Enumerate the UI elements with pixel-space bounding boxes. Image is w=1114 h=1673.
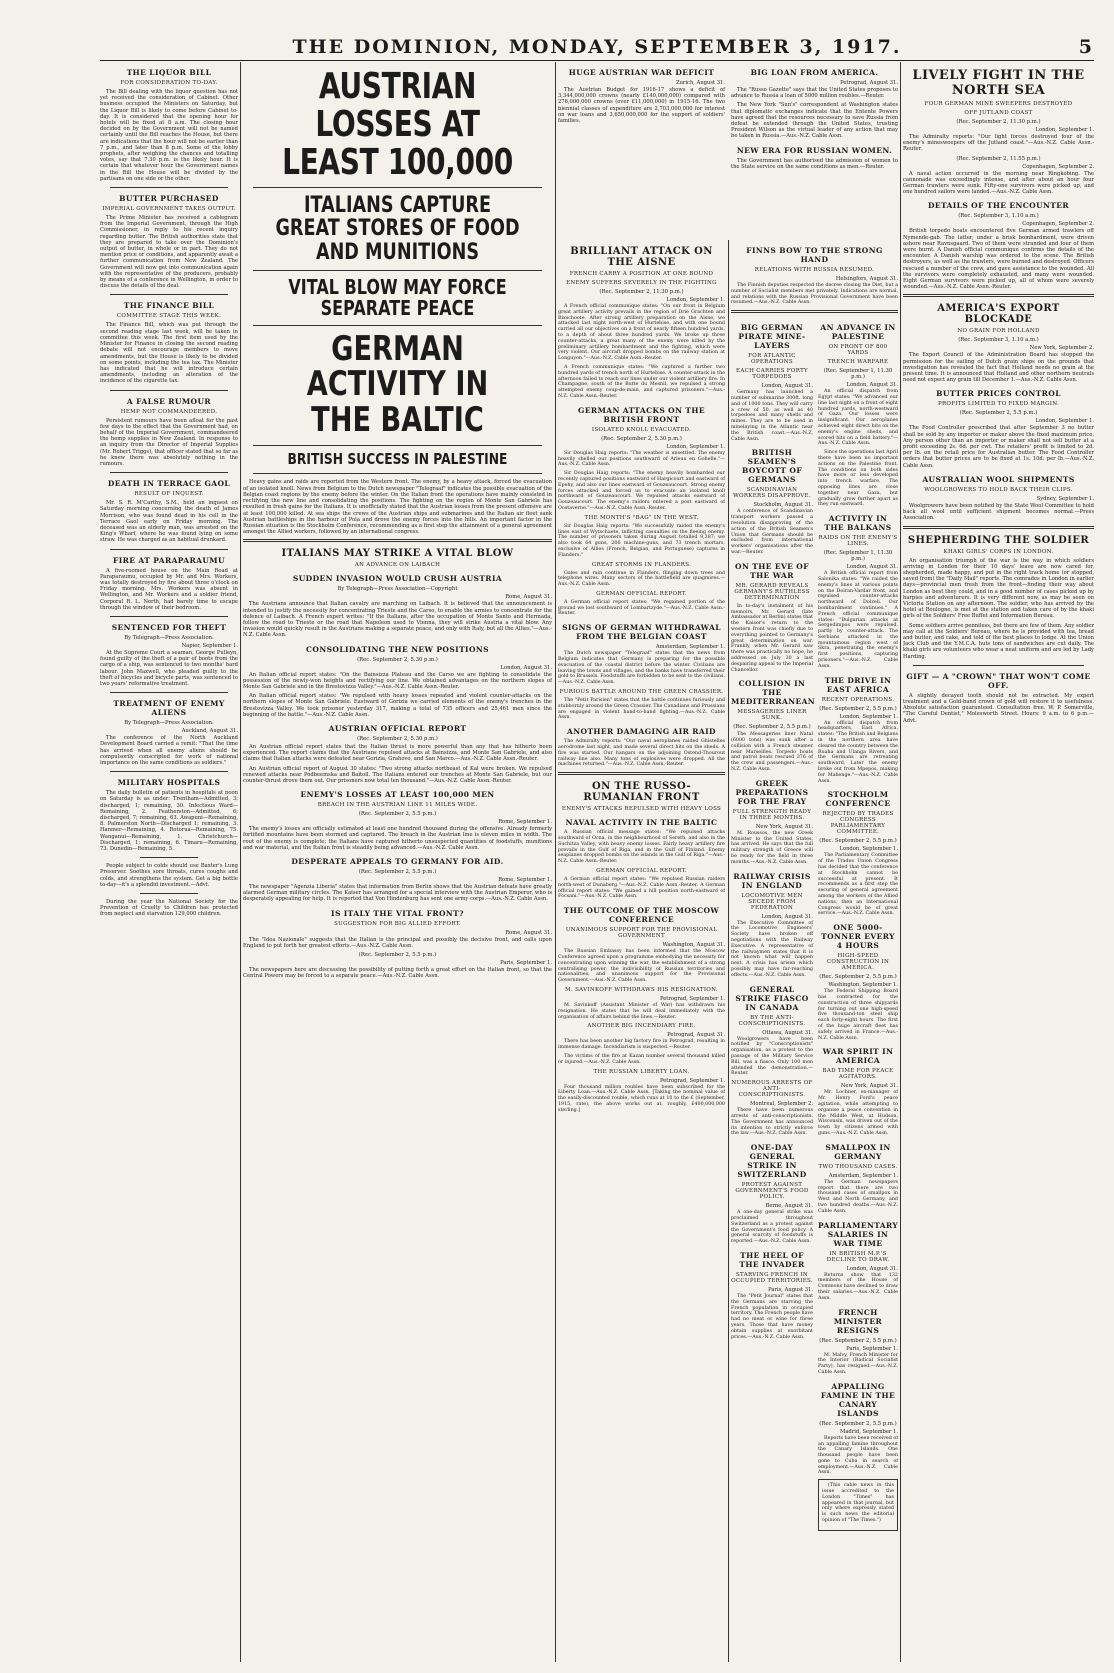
canada-headline: GENERAL STRIKE FIASCO IN CANADA bbox=[735, 984, 809, 1012]
war-spirit-text: Mr. Lochner, ex-manager of Mr. Henry Ford's peace agitation, while attempting to organise a peace convention in the Middle West, at Hudson, Wisconsin, was driven out of the town by citizens armed with guns.—Aus.-N.Z. Cable Assn. bbox=[818, 1090, 898, 1136]
crown-ad-text: A slightly decayed tooth should not be extracted. My expert treatment and a Gold-band crown of gold will restore it to usefulness. Absolute satisfaction guaranteed. Consultation free. W. P. Somerville, "The Careful Dentist," Molesworth Street. Hours: 9 a.m. to 6 p.m.—Advt. bbox=[903, 692, 1094, 724]
shipbuilding-dateline: Washington, September 1. bbox=[828, 982, 898, 989]
encounter-received: (Rec. September 3, 1.10 a.m.) bbox=[958, 213, 1039, 220]
east-africa-subhead: RECENT OPERATIONS. bbox=[821, 696, 895, 703]
divider bbox=[110, 692, 228, 693]
knoll-received: (Rec. September 2, 5.30 p.m.) bbox=[601, 435, 682, 442]
austrian-report-text-2: An Austrian official report of August 30 states: "Two strong attacks northeast of Kal were broken. We repulsed renewed attacks near Podbeemska and Baitoll. The Italians entered our trenches at Monte San Gabriele, but our counter-thrust drove them out. Our prisoners now total ten thousand."—Aus.-N.Z. Cable Assn.-Reuter. bbox=[243, 765, 552, 784]
german-report-text: A German official report states: "We regained portion of the ground we lost southward of Lombartzyde."—Aus.-N.Z. Cable Assn.-Reuter. bbox=[558, 599, 725, 617]
divider bbox=[913, 665, 1084, 666]
war-spirit-dateline: New York, August 31. bbox=[840, 1083, 898, 1090]
mine-layers-subhead: FOR ATLANTIC OPERATIONS bbox=[748, 353, 796, 366]
aliens-headline: TREATMENT OF ENEMY ALIENS bbox=[113, 699, 225, 718]
north-sea-dateline-2: Copenhagen, September 2. bbox=[1022, 163, 1094, 170]
butter-control-text: The Food Controller prescribed that after September 3 no butter shall be sold by any importer or maker above the fixed maximum price. Any person other than an importer or maker shall not sell butter at a profit exceeding 2s. 6d. per cwt. The retailers' profit is limited to 2d. per lb. on the retail price for Australian butter. The Food Controller orders that butter prices are to be fixed at 1s. 10d. per lb.—Aus.-N.Z. Cable Assn. bbox=[903, 425, 1094, 469]
divider bbox=[110, 771, 228, 772]
bag-text: Sir Douglas Haig reports: "We successfully raided the enemy's lines east of Wytschaete, inflicting casualties on the fleeing enemy. The number of prisoners taken during August totalled 9,387; we also took 64 guns, 206 machine-guns, and 73 trench mortars, exclusive of Allies (French, Belgian, and Portuguese) captures in Flanders." bbox=[558, 523, 725, 558]
greek-text: M. Roussos, the new Greek Minister to the United States, has arrived. He says that the full military strength of Greece will be ready for the field in three months.—Aus.-N.Z. Cable Assn. bbox=[731, 830, 813, 865]
column-4 bbox=[903, 62, 1094, 1662]
french-minister-text: M. Malvy, French Minister for the Interior (Radical Socialist Party), has resigned.—Aus.-N.Z. Cable Assn. bbox=[818, 1352, 898, 1375]
consolidating-text-2: An Italian official report states: "We repulsed with heavy losses repeated and violent counter-attacks on the northern slopes of Monte San Gabriele. Eastward of Gorizia we carried elements of the enemy's trenches in the Brestovizza Valley. We took prisoner yesterday 317, making a total of 735 officers and 25,461 men since the beginning of the battle."—Aus.-N.Z. Cable Assn. bbox=[243, 693, 552, 718]
knoll-text-2: Sir Douglas Haig reports: "The enemy heavily bombarded our recently captured positions eastward of Hargicourt and eastward of Epehy, and also our lines eastward of Gouzeaucourt. Strong enemy forces attacked and forced us to evacuate an isolated knoll northward of Gouzeaucourt. We repulsed attacks eastward of Gouzeaucourt. The enemy's raiders entered a post eastward of Oostaverne."—Aus.-N.Z. Cable Assn.-Reuter. bbox=[558, 471, 725, 511]
encounter-text: British torpedo boats encountered five German armed trawlers off Nymende-gab. The latter, under a brisk bombardment, were driven ashore near Ravnsgaard. Two of them were stranded and four of them were burnt. A Danish official communique confirms the details of the encounter. A Danish warship was ordered to the scene. The British destroyers, as well as the trawlers, were burned and destroyed. Officers rescued a number of the crew, and gave assistance to the wounded. All the survivors were completely exhausted, and many were wounded. Eight German survivors were picked up, all of whom were severely wounded.—Aus.-N.Z. Cable Assn.-Reuter. bbox=[903, 228, 1094, 291]
palestine-advance-dateline: London, August 31. bbox=[846, 382, 898, 389]
east-africa-received: (Rec. September 2, 5.5 p.m.) bbox=[819, 705, 897, 712]
knoll-dateline: London, September 1. bbox=[666, 443, 725, 450]
aliens-byline: By Telegraph—Press Association. bbox=[124, 720, 214, 727]
cable-note-box bbox=[818, 1479, 898, 1531]
russian-women-text: The Government has authorised the admission of women to the State service on the same conditions as men.—Reuter. bbox=[731, 157, 898, 170]
crown-ad-headline: GIFT — A "CROWN" THAT WON'T COME OFF. bbox=[906, 671, 1091, 690]
america-loan-text: The "Russo Gazette" says that the United States proposes to advance to Russia a loan of 5000 million roubles.—Reuter. bbox=[731, 87, 898, 100]
wool-dateline: Sydney, September 1. bbox=[1036, 495, 1094, 502]
deficit-text: The Austrian Budget for 1916-17 shows a deficit of 3,344,000,000 crowns (nearly £140,000,000) compared with 276,000,000 crowns (over £11,000,000) in 1915-16. The two biennial classes of expenditure are 2,703,000,000 for interest on war loans and 3,650,000,000 for the support of soldiers' families. bbox=[558, 87, 725, 125]
eve-of-war-subhead: MR. GERARD REVEALS GERMANY'S RUTHLESS DETERMINATION bbox=[734, 582, 810, 601]
savinkoff-text: M. Savinkoff (Assistant Minister of War) has withdrawn his resignation. He states that he will deal immediately with the organisation of affairs behind the lines.—Reuter. bbox=[558, 1002, 725, 1020]
export-blockade-headline: AMERICA'S EXPORT BLOCKADE bbox=[937, 303, 1060, 326]
butter-control-dateline: London, September 1. bbox=[1035, 418, 1094, 425]
north-sea-dateline: London, September 1. bbox=[1035, 127, 1094, 133]
eve-of-war-text: In to-day's instalment of his memoirs, Mr. Gerard (late Ambassador at Berlin) states that the Kaiser's return to the western front was chiefly due to everything pointed to Germany's great determination on war. Frankly, when Mr. Gerard saw there was practically no hope, he addressed on July 30 a last despairing appeal to the Imperial Chancellor. bbox=[731, 603, 813, 673]
mine-layers-headline: BIG GERMAN PIRATE MINE-LAYERS bbox=[738, 323, 806, 351]
famine-text: Reports have been received of an appalling famine throughout the Canary Islands. One thousand people have been gone to Cuba in search of employment.—Aus.-N.Z. Cable Assn. bbox=[818, 1435, 898, 1476]
collision-subhead: MESSAGERIES LINER SUNK. bbox=[737, 709, 807, 722]
finns-headline: FINNS BOW TO THE STRONG HAND bbox=[746, 246, 883, 264]
german-report-2-subhead: GERMAN OFFICIAL REPORT. bbox=[596, 868, 687, 875]
divider bbox=[110, 616, 228, 617]
soldier-text-2: Some soldiers arrive penniless, but there are few of them. Any soldier may call at the Soldiers' Bureau, where he is provided with tea, bread and butter, and cake, and told of the best places to lodge. At the Union Jack Club and the Y.M.C.A. huts tons of sandwiches are cut daily. The khaki girls are volunteers who wear a neat uniform and are led by Lady Harding. bbox=[903, 622, 1094, 660]
divider bbox=[140, 857, 198, 858]
liquor-bill-headline: THE LIQUOR BILL bbox=[126, 68, 212, 77]
tertiary-headline: VITAL BLOW MAY FORCE SEPARATE PEACE bbox=[288, 274, 507, 320]
false-rumour-text: Persistent rumours have been afloat for the past few days to the effect that the Government had, on behalf of the Imperial Government, commandeered the hemp supplies in New Zealand. In response to an inquiry from the Director of Imperial Supplies (Mr. Robert Triggs), that officer stated that so far as he knew there was absolutely nothing in the rumours. bbox=[100, 417, 238, 467]
butter-purchased-subhead: IMPERIAL GOVERNMENT TAKES OUTPUT. bbox=[102, 206, 236, 213]
false-rumour-headline: A FALSE RUMOUR bbox=[126, 396, 212, 406]
railway-headline: RAILWAY CRISIS IN ENGLAND bbox=[733, 871, 811, 890]
moscow-text: The Russian Embassy has been informed that the Moscow Conference agreed upon a programme embodying the necessity for concentrating upon winning the war, the establishment of a strong centralising power, the indivisibility of Russian territories and nationalities, and unanimous support for the Provisional Government.—Aus.-N.Z. Cable Assn. bbox=[558, 949, 725, 984]
greek-dateline: New York, August 31. bbox=[755, 823, 813, 830]
balkans-text: A British official report from Salonika states: "We raided the enemy's lines at various points on the Doiran-Vardar front, and repulsed counter-attacks northward of Dolzeli. Our bombardment continues." A French official communique states: "Bulgarian attacks at Sergedimpos were repulsed, partly by counter-attack. The Serbians attacked in the mountainous region west of Skra, penetrating the enemy's first positions, capturing prisoners."—Aus.-N.Z. Cable Assn. bbox=[818, 571, 898, 669]
swiss-strike-headline: ONE-DAY GENERAL STRIKE IN SWITZERLAND bbox=[737, 1143, 807, 1180]
collision-headline: COLLISION IN THE MEDITERRANEAN bbox=[731, 679, 816, 707]
advertisement-text: People subject to colds should use Baxter's Lung Preserver. Soothes sore throats, cures coughs and colds, and strengthens the system. Get a big bottle to-day—it's a splendid investment.—Advt. bbox=[100, 863, 238, 888]
east-africa-dateline: London, September 1. bbox=[839, 713, 898, 720]
canada-subhead: BY THE ANTI-CONSCRIPTIONISTS. bbox=[738, 1014, 806, 1027]
fire-headline: FIRE AT PARAPARAUMU bbox=[113, 555, 225, 565]
column-3-left-top bbox=[558, 62, 725, 127]
crassier-text: The "Petit Parisien" states that the battle continues furiously and stubbornly around the Green Crassier. The Canadians and Prussians are engaged in violent hand-to-hand fighting.—Aus.-N.Z. Cable Assn. bbox=[558, 698, 725, 721]
north-sea-received: (Rec. September 2, 11.30 p.m.) bbox=[956, 119, 1041, 125]
balkans-headline: ACTIVITY IN THE BALKANS bbox=[824, 514, 892, 533]
finance-bill-headline: THE FINANCE BILL bbox=[123, 301, 215, 311]
column-3-right-top bbox=[731, 62, 898, 173]
liquor-bill-subhead: FOR CONSIDERATION TO-DAY. bbox=[120, 80, 218, 86]
italians-byline: By Telegraph—Press Association—Copyright bbox=[337, 586, 458, 593]
famine-received: (Rec. September 2, 5.5 p.m.) bbox=[819, 1420, 897, 1427]
butter-purchased-text: The Prime Minister has received a cablegram from the Imperial Government, through the High Commissioner, in reply to his recent inquiry regarding butter. The British authorities state that they are prepared to take over the Dominion's output of butter, in whole or in part. They do not mention price or conditions, and apparently await a further communication from New Zealand. The Government will now get into communication again with the representative of the producers, probably by means of a conference in Wellington, in order to discuss the details of the deal. bbox=[100, 215, 238, 290]
russo-rumanian-text: A Russian official message states: "We repulsed attacks southward of Ocna, in the neighbourhood of Sereth, and also in the Suchitza Valley, with heavy enemy losses. Fairly heavy artillery fire prevails in the Gulf of Riga, and in the Gulf of Finland. Enemy seaplanes dropped bombs on the islands in the Gulf of Riga."—Aus.-N.Z. Cable Assn.-Reuter. bbox=[558, 830, 725, 865]
salaries-subhead: IN BRITISH M.P.'S DECLINE TO DRAW. bbox=[826, 1250, 890, 1263]
collision-received: (Rec. September 2, 5.5 p.m.) bbox=[733, 724, 811, 731]
salaries-headline: PARLIAMENTARY SALARIES IN WAR TIME bbox=[818, 1220, 898, 1248]
column-rule bbox=[900, 62, 901, 1662]
smallpox-text: The German newspapers report that there are two thousand cases of smallpox in West and North Germany, and two hundred deaths.—Aus.-N.Z. Cable Assn. bbox=[818, 1179, 898, 1214]
mine-layers-subhead-2: EACH CARRIES FORTY TORPEDOES bbox=[736, 368, 808, 381]
soldier-headline: SHEPHERDING THE SOLDIER bbox=[907, 534, 1090, 546]
column-3-right-split bbox=[731, 317, 898, 1534]
russo-rumanian-headline: ON THE RUSSO-RUMANIAN FRONT bbox=[583, 781, 700, 804]
divider bbox=[903, 526, 1094, 529]
finns-text: The Finnish deputies respected the decree closing the Diet, but a number of Socialist members met privately. Indications are normal, and relations with the Russian Provisional Government have been resumed.—Aus.-N.Z. Cable Assn. bbox=[731, 283, 898, 306]
invader-text: The "Petit Journal" states that the Germans are starving the French population in occupied territory. The French people have had no meat or wine for three years. Those that have money obtain supplies at exorbitant prices.—Aus.-N.Z. Cable Assn. bbox=[731, 1293, 813, 1340]
divider bbox=[253, 187, 542, 188]
hospitals-headline: MILITARY HOSPITALS bbox=[117, 778, 221, 788]
palestine-advance-text: An official dispatch from Egypt states: "We advanced our line last night on a front of eight hundred yards, north-westward of Gaza. Our losses were insignificant. Our aeroplanes achieved eight direct hits on the enemy's engine sheds, and scored hits on a field battery."—Aus.-N.Z. Cable Assn. bbox=[818, 389, 898, 447]
divider bbox=[243, 539, 552, 542]
vital-front-dateline-2: Paris, September 1. bbox=[500, 960, 552, 966]
mine-layers-text: Germany has launched a number of submarine 300ft. long and of 1000 tons. They will carry a crew of 50, as well as 40 torpedoes and many shells and mines. They are to be used in minelaying in the Atlantic near the British coast.—Aus.-N.Z. Cable Assn. bbox=[731, 390, 813, 442]
swiss-strike-text: A one-day general strike was proclaimed throughout Switzerland as a protest against the Government's food policy. A general scarcity of foodstuffs is reported.—Aus.-N.Z. Cable Assn. bbox=[731, 1210, 813, 1245]
stockholm-subhead: REJECTED BY TRADES CONGRESS PARLIAMENTARY COMMITTEE. bbox=[822, 811, 894, 836]
italians-text: The Austrians announce that Italian cavalry are marching on Laibach. It is believed that the announcement is intended to justify the necessity for concentrating Trieste and the Carso, to enable the armies to concentrate for the defence of Laibach. A French expert writes: "If the Italians, after the occupation of Monte Santo and Hermada, follow the road to Trieste or the road that Napoleon used to Vienna, they will strike Austria a vital blow. Any invasion would quickly result in the Austrians making a separate peace, and only with Italy, but all the Allies."—Aus.-N.Z. Cable Assn. bbox=[243, 601, 552, 639]
column-rule bbox=[728, 240, 729, 1662]
moscow-dateline: Washington, August 31. bbox=[662, 942, 725, 949]
stockholm-dateline: London, September 1. bbox=[839, 846, 898, 853]
baltic-subhead: NAVAL ACTIVITY IN THE BALTIC bbox=[565, 818, 718, 828]
withdrawal-headline: SIGNS OF GERMAN WITHDRAWAL FROM THE BELGIAN COAST bbox=[562, 623, 721, 642]
appeals-dateline: Rome, September 1. bbox=[498, 876, 552, 883]
austrian-report-headline: AUSTRIAN OFFICIAL REPORT bbox=[328, 723, 467, 733]
column-3-right-b bbox=[818, 317, 898, 1534]
aisne-headline: BRILLIANT ATTACK ON THE AISNE bbox=[570, 246, 713, 268]
butter-control-headline: BUTTER PRICES CONTROL bbox=[936, 389, 1061, 399]
page-number: 5 bbox=[1078, 36, 1092, 58]
austrian-report-received: (Rec. September 2, 5.30 p.m.) bbox=[357, 735, 438, 742]
salaries-dateline: London, August 31. bbox=[846, 1265, 898, 1272]
finns-subhead: RELATIONS WITH RUSSIA RESUMED. bbox=[754, 267, 875, 273]
liberty-loan-dateline: Petrograd, September 1. bbox=[659, 1077, 725, 1084]
vital-front-received: (Rec. September 2, 5.5 p.m.) bbox=[358, 952, 437, 958]
savinkoff-dateline: Petrograd, September 1. bbox=[659, 995, 725, 1002]
austrian-report-text: An Austrian official report states that the Italian thrust is more powerful than any that has hitherto been experienced. The report claims that the Austrians repulsed attacks at Bainsizza, and Monte San Gabriele, and also claims that Italian attacks were defeated near Gorizia, Grahovo, and San Marco.—Aus.-N.Z. Cable Assn.-Reuter. bbox=[243, 743, 552, 763]
aisne-dateline: London, September 1. bbox=[666, 297, 725, 303]
soldier-text: An organisation triumph of the war is the way in which soldiers arriving in London for their 10 days' leave are now cared for, shepherded, made happy, and put in the right track home (or stopped, saved from) the "Daily Mail" reports. The comrades in London in earlier days—provincial men fresh from the front—finding their way about London as best they could, and in a good number of cases picked up by harpies and adventurers. It is very different now, as may be seen on Victoria Station on any afternoon. The soldier, who has arrived by the hotel at Boulogne, is met at the station and taken care of by the khaki girls of the Soldiers' Free Buffet and Information Bureau. bbox=[903, 557, 1094, 620]
eve-of-war-headline: ON THE EVE OF THE WAR bbox=[735, 561, 809, 580]
gaol-death-text: Mr. S. R. M'Carthy, S.M., held an inquest on Saturday morning concerning the death of James Morrison, who was found dead in his cell in the Terrace Gaol early on Friday morning. The deceased was an elderly man, was arrested on the King's Wharf, where he was found lying on some straw. He was charged as an habitual drunkard. bbox=[100, 500, 238, 544]
theft-headline: SENTENCED FOR THEFT bbox=[111, 622, 227, 632]
north-sea-text-2: A naval action occurred in the morning near Ringkobing. The cannonade was exceedingly intense, and after about an hour four German trawlers were sunk. Fifty-one survivors were picked up, and one hundred sailors were landed.—Aus.-N.Z. Cable Assn. bbox=[903, 170, 1094, 196]
vital-front-subhead: SUGGESTION FOR BIG ALLIED EFFORT. bbox=[334, 920, 461, 927]
french-minister-dateline: Paris, September 1. bbox=[846, 1345, 898, 1352]
north-sea-headline: LIVELY FIGHT IN THE NORTH SEA bbox=[912, 68, 1085, 98]
losses-received: (Rec. September 2, 5.5 p.m.) bbox=[358, 811, 437, 818]
incendiary-subhead: ANOTHER BIG INCENDIARY FIRE. bbox=[587, 1023, 696, 1030]
cable-note-text: (This cable news in this issue accredited to the London "Times" has appeared in that journal, but only where expressly stated is such news the editorial opinion of "The Times.") bbox=[822, 1483, 894, 1524]
divider bbox=[140, 893, 198, 894]
aisne-received: (Rec. September 2, 11.30 p.m.) bbox=[599, 289, 684, 295]
butter-control-received: (Rec. September 2, 5.5 p.m.) bbox=[959, 410, 1038, 417]
incendiary-text: There has been another big factory fire in Petrograd, resulting in immense damage. Incendiarism is suspected.—Reuter. bbox=[558, 1039, 725, 1051]
finns-dateline: Helsingfors, August 31. bbox=[835, 276, 898, 282]
losses-dateline: Rome, September 1. bbox=[498, 819, 552, 826]
italians-dateline: Rome, August 31. bbox=[505, 594, 552, 601]
divider bbox=[110, 187, 228, 188]
north-sea-received-2: (Rec. September 2, 11.55 p.m.) bbox=[956, 155, 1041, 162]
divider bbox=[903, 294, 1094, 297]
consolidating-headline: CONSOLIDATING THE NEW POSITIONS bbox=[306, 644, 489, 654]
italians-subhead-2: SUDDEN INVASION WOULD CRUSH AUSTRIA bbox=[292, 574, 503, 584]
shipbuilding-headline: ONE 5000-TONNER EVERY 4 HOURS bbox=[821, 923, 895, 951]
bag-subhead: THE MONTH'S "BAG" IN THE WEST. bbox=[584, 514, 699, 521]
air-raid-text: The Admiralty reports: "Our naval aeroplanes raided Ghistelles aerodrome last night, and made several direct hits on the sheds. A fire was started. Our hangars on the adjoining Ostend-Thourout railway line also. Many tons of explosives were dropped. All the machines returned."—Aus.-N.Z. Cable Assn.-Reuter. bbox=[558, 739, 725, 768]
greek-subhead: FULL STRENGTH READY IN THREE MONTHS. bbox=[732, 808, 812, 821]
british-front-headline: GERMAN ATTACKS ON THE BRITISH FRONT bbox=[578, 405, 705, 424]
column-rule bbox=[240, 62, 241, 1662]
divider bbox=[253, 325, 542, 326]
smallpox-headline: SMALLPOX IN GERMANY bbox=[825, 1142, 891, 1161]
withdrawal-dateline: Amsterdam, September 1. bbox=[655, 644, 725, 651]
theft-text: At the Supreme Court a seaman, George Pulleyn, found guilty of the theft of a pair of boots from the cargo of a ship, was sentenced to two months' hard labour. John Maxwell, who pleaded guilty to the theft of bicycles and bicycle parts, was sentenced to two years' reformative treatment. bbox=[100, 649, 238, 687]
italians-headline: ITALIANS MAY STRIKE A VITAL BLOW bbox=[281, 548, 514, 560]
seamen-text: A conference of Scandinavian transport workers passed a resolution disapproving of the action of the British Seamen's Union that Germans should be excluded from international workers' organisations after the war.—Reuter. bbox=[731, 509, 813, 555]
russo-rumanian-subhead: ENEMY'S ATTACKS REPULSED WITH HEAVY LOSS bbox=[561, 806, 722, 813]
society-text: During the year the National Society for the Prevention of Cruelty to Children has protected from neglect and starvation 129,000 children. bbox=[100, 899, 238, 918]
gaol-death-subhead: RESULT OF INQUEST. bbox=[134, 491, 204, 498]
butter-purchased-headline: BUTTER PURCHASED bbox=[119, 194, 219, 204]
aisne-text: A French official communique states: "On our front in Belgium great artillery activity prevails in the region of Drie Grachten and Bixschoote. After strong artillery preparation on the Aisne, we attacked last night north-west of Hurtebise, and with one bound carried all our objectives on a front of nearly fifteen hundred yards, to a depth of about three hundred yards. We broke up three counter-attacks, a great many of the enemy were killed by the preliminary artillery bombardment and the fighting, which were very violent. Our aircraft dropped bombs on the railway station at Longuyon."—Aus.-N.Z. Cable Assn.-Reuter. bbox=[558, 304, 725, 362]
smallpox-subhead: TWO THOUSAND CASES. bbox=[818, 1163, 898, 1170]
column-rule bbox=[555, 62, 556, 1662]
losses-text: The enemy's losses are officially estimated at least one hundred thousand during the offensive. Already formerly fortified mountains have been stormed and captured. The breach in the Austrian line is eleven miles in width. The rout of the enemy is complete; the Italians have captured hitherto unsuspected quantities of foodstuffs, munitions and war material, and the Italian front is steadily being advanced.—Aus.-N.Z. Cable Assn. bbox=[243, 826, 552, 851]
salaries-text: Returns show that 132 members of the House of Commons have declined to draw their salaries.—Aus.-N.Z. Cable Assn. bbox=[818, 1272, 898, 1301]
savinkoff-subhead: M. SAVINKOFF WITHDRAWS HIS RESIGNATION. bbox=[565, 986, 718, 993]
fire-text: A five-roomed house on the Main Road at Paraparaumu, occupied by Mr. and Mrs. Workers, was totally destroyed by fire about three o'clock on Friday morning. Mrs. Workers was absent in Wellington, and Mr. Workers and a soldier friend, Corporal R. L. North, had barely time to escape through the window of their bedroom. bbox=[100, 567, 238, 611]
stockholm-headline: STOCKHOLM CONFERENCE bbox=[825, 790, 891, 809]
aisne-subhead: FRENCH CARRY A POSITION AT ONE BOUND bbox=[569, 271, 714, 277]
divider bbox=[110, 294, 228, 295]
italians-subhead: AN ADVANCE ON LAIBACH bbox=[354, 562, 441, 569]
arrests-subhead: NUMEROUS ARRESTS OF ANTI-CONSCRIPTIONISTS. bbox=[731, 1080, 813, 1099]
consolidating-received: (Rec. September 2, 5.30 p.m.) bbox=[357, 656, 438, 663]
shipbuilding-text: The Federal Shipping Board has contracted for the construction of three shipyards for turning out one high-speed five thousand-ton steel ship each forty-eight hours. The first of the huge aircraft fleet has safely arrived in France.—Aus.-N.Z. Cable Assn. bbox=[818, 989, 898, 1041]
column-3-right-a bbox=[731, 317, 816, 1534]
america-loan-text-2: The New York "Sun's" correspondent at Washington states that diplomatic exchanges indicate that the Entente Powers have agreed that the resources necessary to save Russia from defeat be extended through the United States, trusting President Wilson as the virtual leader of any action that may be taken in Russia.—Aus.-N.Z. Cable Assn. bbox=[731, 102, 898, 140]
divider bbox=[253, 473, 542, 474]
vital-front-dateline: Rome, August 31. bbox=[505, 929, 552, 936]
aliens-text: The conference of the North Auckland Development Board carried a remit: "That the time has arrived when all enemy aliens should be compulsorily conscripted for work of national importance on the same conditions as soldiers." bbox=[100, 735, 238, 767]
knoll-subhead: ISOLATED KNOLL EVACUATED. bbox=[591, 426, 692, 433]
appeals-text: The newspaper "Agenzia Liberia" states that information from Berlin shows that the Austrian defeats have greatly alarmed German military circles. The Kaiser has arranged for a special interview with the Austrian Emperor, who is desperately appealing for help. It is reported that Von Hindenburg has sent one army corps.—Aus.-N.Z. Cable Assn. bbox=[243, 883, 552, 903]
french-minister-headline: FRENCH MINISTER RESIGNS bbox=[833, 1307, 883, 1335]
north-sea-text: The Admiralty reports: "Our light forces destroyed four of the enemy's minesweepers off the Jutland coast."—Aus.-N.Z. Cable Assn.-Reuter. bbox=[903, 134, 1094, 153]
air-raid-headline: ANOTHER DAMAGING AIR RAID bbox=[567, 727, 716, 737]
seamen-headline: BRITISH SEAMEN'S BOYCOTT OF GERMANS bbox=[741, 448, 803, 485]
appeals-received: (Rec. September 2, 5.5 p.m.) bbox=[358, 868, 437, 875]
theft-byline: By Telegraph—Press Association. bbox=[124, 634, 214, 641]
balkans-received: (Rec. September 1, 11.30 p.m.) bbox=[823, 550, 893, 563]
canada-text: Woolgrowers have been notified by "Conscriptionists" organisation, as a protest to the passage of the Military Service Bill, was a fiasco. Only 100 men attended the demonstration.—Reuter. bbox=[731, 1036, 813, 1077]
export-blockade-dateline: New York, September 2. bbox=[1029, 345, 1094, 352]
palestine-advance-headline: AN ADVANCE IN PALESTINE bbox=[820, 323, 896, 342]
moscow-headline: THE OUTCOME OF THE MOSCOW CONFERENCE bbox=[563, 906, 720, 925]
french-minister-received: (Rec. September 2, 5.5 p.m.) bbox=[819, 1337, 897, 1344]
summary-text: Heavy gains and raids are reported from the Western front. The enemy, by a heavy attack, forced the evacuation of an isolated knoll. News from Belgium to the Dutch newspaper "Telegraaf" indicates the possible evacuation of the Belgian coast regions by the enemy before the winter. On the Italian front the operations have mainly consisted in rectifying the new line and consolidating the positions. The fighting on the region of Monte San Gabriele has resulted in fresh gains for the Italians. It is unofficially stated that the Austrian losses from the present offensive are at least 100,000 killed. At sea ships the crews of the Austrian ships and submarines and the Italian air fleet sank Austrian battleships in the harbour of Pola and drove the enemy forces into the hills. An important factor in the Russian situation is the Stockholm Conference, recommending as a first step the attainment of a general agreement amongst the Allied workers, followed by an international congress. bbox=[243, 479, 552, 536]
divider bbox=[558, 772, 725, 775]
deficit-dateline: Zurich, August 31. bbox=[675, 80, 725, 86]
palestine-advance-subhead-2: TRENCH WARFARE bbox=[827, 359, 889, 366]
deficit-headline: HUGE AUSTRIAN WAR DEFICIT bbox=[568, 68, 715, 77]
divider bbox=[110, 549, 228, 550]
appeals-headline: DESPERATE APPEALS TO GERMANY FOR AID. bbox=[291, 856, 504, 866]
column-3-right bbox=[731, 240, 898, 1662]
finance-bill-text: The Finance Bill, which was put through the second reading stage last week, will be taken in committee this week. The first item used by the Minister for Finance in closing the second reading debate will not encourage members to move amendments, but the House is likely to be divided on some points, including the tea tax. The Minister has indicated that he will introduce certain amendments, including an alteration of the incidence of the cigarette tax. bbox=[100, 322, 238, 385]
wool-subhead: WOOLGROWERS TO HOLD BACK THEIR CLIPS. bbox=[924, 486, 1073, 493]
aisne-text-2: A French communique states: "We captured a further two hundred yards of trench north of Hurtebise. A counter-attack in the afternoon failed to reach our lines under our violent artillery fire. In Champagne, south of the Butte du Mesnil, we repulsed a strong attempted enemy coup-de-main, and captured prisoners."—Aus.-N.Z. Cable Assn.-Reuter. bbox=[558, 364, 725, 399]
encounter-dateline: Copenhagen, September 2. bbox=[1022, 221, 1094, 228]
arrests-dateline: Montreal, September 2. bbox=[750, 1101, 813, 1108]
seamen-dateline: Stockholm, August 31. bbox=[753, 502, 813, 509]
crassier-subhead: FURIOUS BATTLE AROUND THE GREEN CRASSIER. bbox=[559, 689, 724, 696]
mine-layers-dateline: London, August 31. bbox=[761, 383, 813, 390]
aliens-dateline: Auckland, August 31. bbox=[181, 728, 238, 735]
finance-bill-subhead: COMMITTEE STAGE THIS WEEK. bbox=[116, 313, 222, 320]
america-loan-dateline: Petrograd, August 31. bbox=[840, 80, 898, 86]
divider bbox=[110, 472, 228, 473]
divider bbox=[110, 390, 228, 391]
east-africa-headline: THE DRIVE IN EAST AFRICA bbox=[824, 675, 892, 694]
knoll-text: Sir Douglas Haig reports: "The weather is unsettled. The enemy heavily shelled our positions southward of Arleux en Gohelle."—Aus.-N.Z. Cable Assn. bbox=[558, 450, 725, 468]
masthead bbox=[100, 36, 1094, 61]
palestine-headline: BRITISH SUCCESS IN PALESTINE bbox=[287, 449, 508, 468]
swiss-strike-dateline: Berne, August 31. bbox=[765, 1203, 813, 1210]
export-blockade-text: The Export Council of the Administration Board has stopped the permission for the sailing of Dutch grain ships on the grounds that investigation has revealed the fact that Holland needs no grain at the present time. It is announced that Holland and other northern neutrals need not expect any grain till December 1.—Aus.-N.Z. Cable Assn. bbox=[903, 352, 1094, 384]
railway-dateline: London, August 31. bbox=[761, 913, 813, 920]
divider bbox=[731, 310, 898, 313]
north-sea-subhead: FOUR GERMAN MINE SWEEPERS DESTROYED bbox=[924, 101, 1073, 107]
column-2 bbox=[243, 62, 552, 1662]
war-spirit-headline: WAR SPIRIT IN AMERICA bbox=[822, 1047, 894, 1066]
column-3-left bbox=[558, 240, 725, 1662]
export-blockade-received: (Rec. September 3, 1.10 a.m.) bbox=[958, 337, 1039, 344]
hospitals-text: The daily bulletin of patients in hospitals at noon on Saturday is as under: Trentham—Admitted, 3; discharged, 1; remaining, 30. Infectious Ward—Remaining, 2. Featherston—Admitted, 6; discharged, 7; remaining, 63. Awapuni—Remaining, 8. Palmerston North—Discharged 1; remaining, 3. Hanmer—Remaining, 4. Rotorua—Remaining, 75. Wanganui—Remaining, 1. Christchurch—Discharged, 1; remaining, 6. Timaru—Remaining, 73. Dunedin—Remaining, 5. bbox=[100, 790, 238, 853]
liquor-bill-text: The Bill dealing with the liquor question has not yet received the consideration of Cabinet. Other business occupied the Ministers on Saturday, but the Liquor Bill is likely to come before Cabinet to-day. It is considered that the opening hour for hotels will be fixed at 8 a.m. The closing hour decided on by the Government will not be named certainly until the Bill reaches the House, but there are indications that the hour will not be earlier than 7 p.m., and later than 8 p.m. Some of the lobby prophets, after weighing the chances and totalling votes, say that 7.30 p.m. is the likely hour. It is certain that whatever hour the Government names in the Bill the House will be divided by the partisans on one side or the other. bbox=[100, 89, 238, 182]
america-loan-headline: BIG LOAN FROM AMERICA. bbox=[750, 68, 879, 77]
smallpox-dateline: Amsterdam, September 1. bbox=[828, 1172, 898, 1179]
seamen-subhead: SCANDINAVIAN WORKERS DISAPPROVE. bbox=[733, 487, 811, 500]
wool-headline: AUSTRALIAN WOOL SHIPMENTS bbox=[922, 474, 1075, 484]
liberty-loan-text: Four thousand million roubles have been subscribed for the Liberty Loan.—Aus.-N.Z. Cable Assn. [Taking the nominal value of the easily-discounted rouble, which runs at 10 to the £ (September, 1915, rate), the above works out at, roughly, £400,000,000 sterling.] bbox=[558, 1084, 725, 1113]
famine-dateline: Madrid, September 1. bbox=[840, 1428, 898, 1435]
palestine-advance-received: (Rec. September 1, 11.30 p.m.) bbox=[823, 368, 893, 381]
stockholm-text: The Parliamentary Committee of the Trades Union Congress has decided that the conference at Stockholm cannot be successful at present. It recommends as a first step the securing of general agreement among the workers of the Allied nations, then an International Congress would be of great service.—Aus.-N.Z. Cable Assn. bbox=[818, 853, 898, 917]
invader-dateline: Paris, August 31. bbox=[768, 1286, 813, 1293]
export-blockade-subhead: NO GRAIN FOR HOLLAND bbox=[957, 328, 1040, 335]
false-rumour-subhead: HEMP NOT COMMANDEERED. bbox=[120, 408, 218, 415]
war-spirit-subhead: BAD TIME FOR PEACE AGITATORS. bbox=[822, 1068, 894, 1081]
shipbuilding-received: (Rec. September 2, 5.5 p.m.) bbox=[819, 974, 897, 981]
aisne-subhead-2: ENEMY SUFFERS SEVERELY IN THE FIGHTING bbox=[566, 280, 717, 286]
palestine-advance-text-2: Since the operations last April there have been no important actions on the Palestine front. The conditions on both sides have more or less developed into trench warfare. The opposing lines are close together near Gaza, but gradually grow further apart as they run eastward. bbox=[818, 450, 898, 508]
invader-headline: THE HEEL OF THE INVADER bbox=[739, 1250, 805, 1269]
butter-control-subhead: PROFITS LIMITED TO FIXED MARGIN. bbox=[937, 401, 1060, 408]
losses-headline: ENEMY'S LOSSES AT LEAST 100,000 MEN bbox=[300, 790, 495, 800]
column-3-top bbox=[558, 62, 898, 240]
divider bbox=[253, 270, 542, 271]
railway-text: The Executive Committee of the Locomotive Engineers' Society have broken off negotiations with the Railway Executive. A representative of the railwaymen states that it is not known what will happen next. A crisis has arisen which possibly may have far-reaching effects.—Aus.-N.Z. Cable Assn. bbox=[731, 920, 813, 978]
incendiary-text-2: The victims of the fire at Kazan number several thousand killed or injured.—Aus.-N.Z. Cable Assn. bbox=[558, 1053, 725, 1065]
incendiary-dateline: Petrograd, August 31. bbox=[667, 1032, 725, 1039]
main-headline: AUSTRIAN LOSSES AT LEAST 100,000 bbox=[282, 66, 513, 183]
wool-text: Woolgrowers have been notified by the State Wool Committee to hold back all wool until sufficient shipment becomes normal.—Press Association. bbox=[903, 502, 1094, 522]
swiss-strike-subhead: PROTEST AGAINST GOVERNMENT'S FOOD POLICY. bbox=[735, 1182, 809, 1201]
storms-subhead: GREAT STORMS IN FLANDERS. bbox=[591, 561, 692, 568]
consolidating-dateline: London, August 31. bbox=[500, 664, 552, 671]
famine-headline: APPALLING FAMINE IN THE CANARY ISLANDS bbox=[820, 1381, 896, 1418]
divider bbox=[253, 445, 542, 446]
column-1 bbox=[100, 62, 238, 1662]
vital-front-text-2: The newspapers here are discussing the possibility of putting forth a great effort on the Italian front, so that the Central Powers may be forced to a separate peace.—Aus.-N.Z. Cable Assn. bbox=[243, 967, 552, 980]
palestine-advance-subhead: ON FRONT OF 800 YARDS bbox=[828, 344, 888, 357]
north-sea-subhead-2: OFF JUTLAND COAST bbox=[964, 110, 1033, 116]
liberty-loan-subhead: THE RUSSIAN LIBERTY LOAN. bbox=[593, 1068, 690, 1075]
east-africa-text: An official dispatch from headquarters, East Africa, states: "The British and Belgians in the northern area have cleared the country between the Ruaha and Ulanga Rivers, and the Germans are retreating southward. Later the enemy broke out from Mpepos, making for Mahenge."—Aus.-N.Z. Cable Assn. bbox=[818, 720, 898, 784]
balkans-dateline: London, August 31. bbox=[846, 564, 898, 571]
german-report-2-text: A German official report states: "We repulsed Russian raiders north-west of Dunaberg."—Aus.-N.Z. Cable Assn.-Reuter. A German official report states: "We gained a hill position north-eastward of Focsani."—Aus.-N.Z. Cable Assn. bbox=[558, 877, 725, 900]
invader-subhead: STARVING FRENCH IN OCCUPIED TERRITORIES. bbox=[731, 1271, 813, 1284]
storms-text: Gales and rain continue in Flanders, flinging down trees and telephone wires. Many sectors of the battlefield are quagmires.—Aus.-N.Z. Cable Assn. bbox=[558, 570, 725, 588]
balkans-subhead: RAIDS ON THE ENEMY'S LINES. bbox=[818, 535, 898, 548]
greek-headline: GREEK PREPARATIONS FOR THE FRAY bbox=[735, 778, 809, 806]
railway-subhead: LOCOMOTIVE MEN SECEDE FROM FEDERATION bbox=[741, 892, 803, 911]
withdrawal-text: The Dutch newspaper "Telegraaf" states that the news from Belgium indicates that Germany is preparing for the possible evacuation of the coastal district before the winter. Civilians are leaving the towns and villages, and the banks have transferred their gold to Brussels. Foodstuffs are forbidden to be sent to the civilians.—Aus.-N.Z. Cable Assn. bbox=[558, 651, 725, 686]
shipbuilding-subhead: HIGH-SPEED CONSTRUCTION IN AMERICA. bbox=[826, 953, 890, 972]
losses-subhead: BREACH IN THE AUSTRIAN LINE 11 MILES WIDE. bbox=[317, 802, 478, 809]
newspaper-title: THE DOMINION, MONDAY, SEPTEMBER 3, 1917. bbox=[292, 36, 902, 58]
gaol-death-headline: DEATH IN TERRACE GAOL bbox=[107, 479, 231, 489]
secondary-headline: ITALIANS CAPTURE GREAT STORES OF FOOD AND MUNITIONS bbox=[275, 193, 520, 265]
soldier-subhead: KHAKI GIRLS' CORPS IN LONDON. bbox=[943, 548, 1054, 555]
encounter-headline: DETAILS OF THE ENCOUNTER bbox=[927, 201, 1070, 211]
vital-front-headline: IS ITALY THE VITAL FRONT? bbox=[331, 908, 464, 918]
collision-text: The Messageries liner Natal (6000 tons) was sunk after a collision with a French steamer near Marseilles. Torpedo boats and patrol boats rescued 376 of the crew and passengers.—Aus.-N.Z. Cable Assn. bbox=[731, 732, 813, 773]
arrests-text: There have been numerous arrests of anti-conscriptionists. The Government has announced its intention to strictly enforce the law.—Aus.-N.Z. Cable Assn. bbox=[731, 1108, 813, 1137]
consolidating-text: An Italian official report states: "On the Bainsizza Plateau and the Carso we are fighting to consolidate the possession of the newly-won heights and rectifying our line. We obtained advantages on the northern slopes of Monte San Gabriele and in the Brestovizza Valley."—Aus.-N.Z. Cable Assn.-Reuter. bbox=[243, 671, 552, 690]
stockholm-received: (Rec. September 2, 5.5 p.m.) bbox=[819, 838, 897, 845]
theft-dateline: Napier, September 1. bbox=[181, 642, 238, 649]
russian-women-headline: NEW ERA FOR RUSSIAN WOMEN. bbox=[736, 145, 893, 155]
german-report-subhead: GERMAN OFFICIAL REPORT. bbox=[596, 590, 687, 597]
baltic-headline: GERMAN ACTIVITY IN THE BALTIC bbox=[306, 328, 489, 441]
canada-dateline: Ottawa, August 31. bbox=[762, 1029, 813, 1036]
vital-front-text: The "Idea Nazionale" suggests that the Italian is the principal and possibly the decisive front, and calls upon England to put forth her greatest efforts.—Aus.-N.Z. Cable Assn. bbox=[243, 936, 552, 949]
moscow-subhead: UNANIMOUS SUPPORT FOR THE PROVISIONAL GOVERNMENT bbox=[565, 927, 718, 940]
